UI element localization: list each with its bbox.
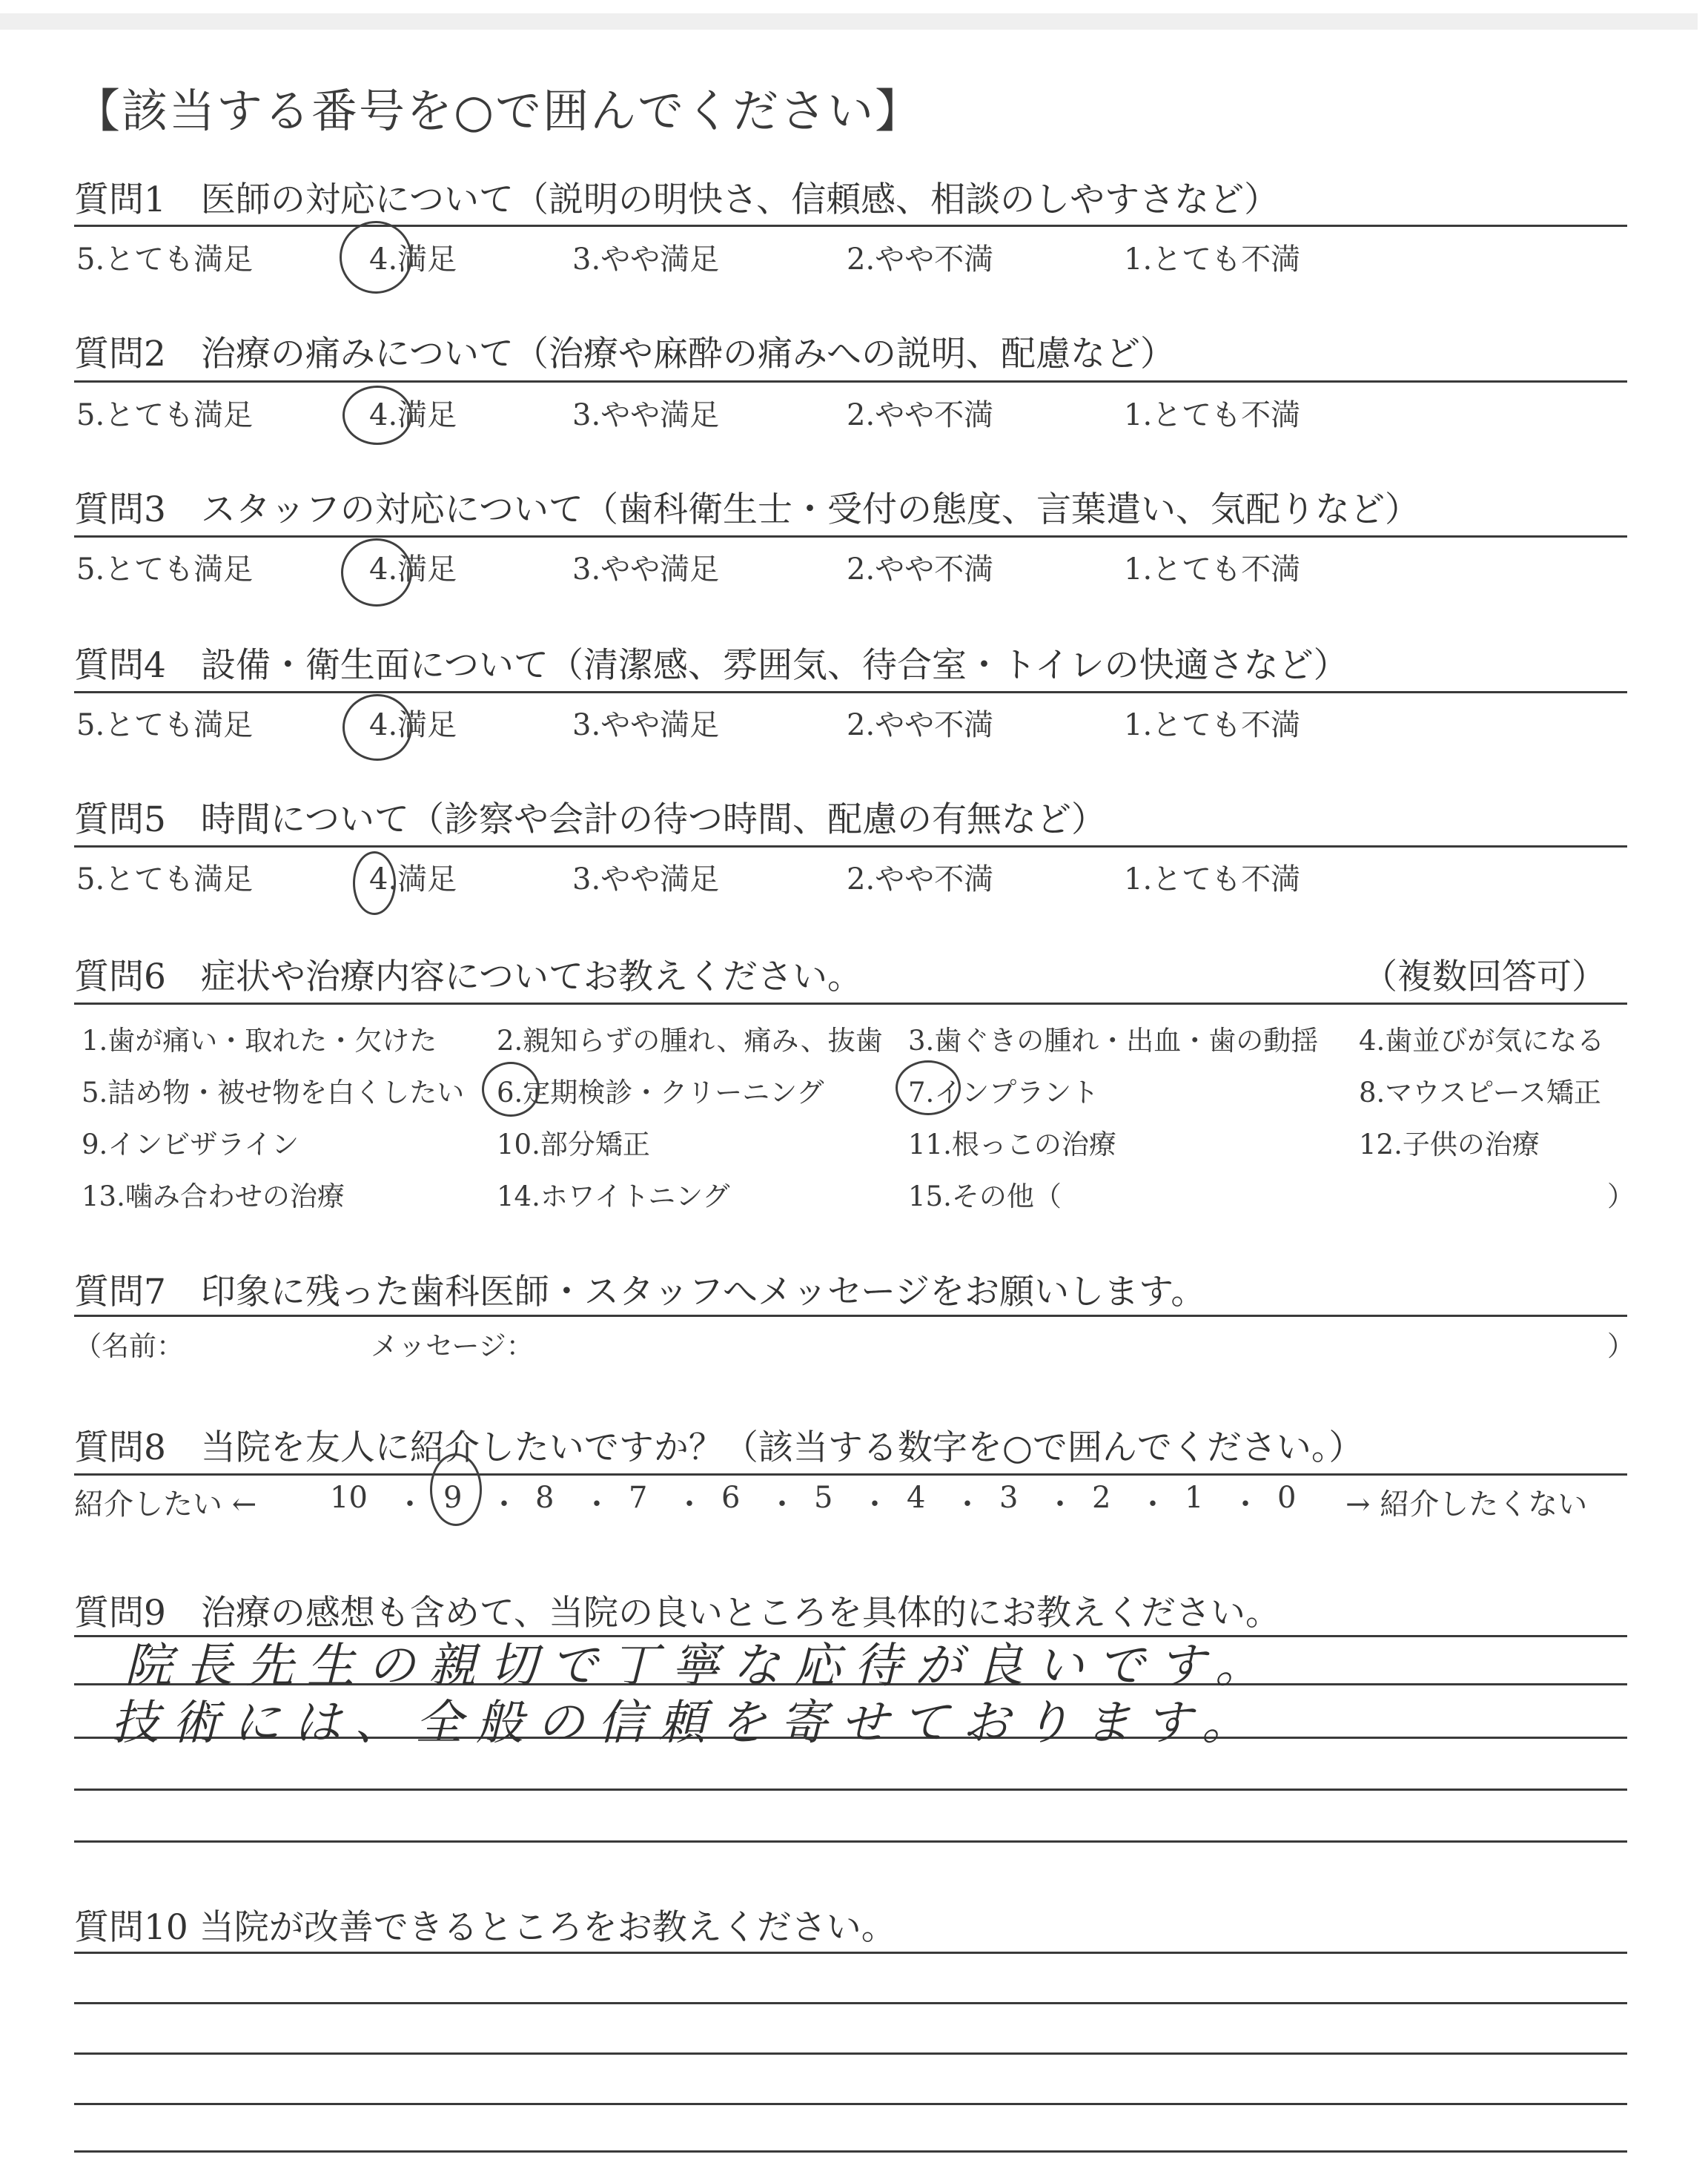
q8-dot: ・: [395, 1487, 425, 1522]
q6-item-7[interactable]: 7.インプラント: [908, 1077, 1099, 1109]
q9-handwritten-line-1: 院長先生の親切で丁寧な応待が良いです。: [125, 1639, 1276, 1694]
q7-message-label: メッセージ：: [371, 1330, 534, 1362]
q6-item-14[interactable]: 14.ホワイトニング: [497, 1180, 730, 1212]
q6-item-11[interactable]: 11.根っこの治療: [908, 1129, 1116, 1160]
question-9-title: 質問9 治療の感想も含めて、当院の良いところを具体的にお教えください。: [74, 1593, 1280, 1634]
question-10-title: 質問10 当院が改善できるところをお教えください。: [74, 1907, 896, 1948]
q10-line-2: [74, 2002, 1627, 2004]
question-2-rule: [74, 380, 1627, 383]
q8-dot: ・: [489, 1487, 519, 1522]
q8-selected-circle: [430, 1453, 482, 1526]
q8-dot: ・: [582, 1487, 612, 1522]
scan-edge: [0, 13, 1698, 30]
q4-option-2[interactable]: 2.やや不満: [847, 708, 994, 742]
q1-option-1[interactable]: 1.とても不満: [1124, 242, 1301, 277]
q1-selected-circle: [340, 221, 412, 294]
question-2-title: 質問2 治療の痛みについて（治療や麻酔の痛みへの説明、配慮など）: [74, 334, 1176, 374]
question-7-title: 質問7 印象に残った歯科医師・スタッフへメッセージをお願いします。: [74, 1272, 1206, 1312]
q10-line-4: [74, 2103, 1627, 2105]
q7-close: ）: [1607, 1330, 1635, 1362]
q6-item-15[interactable]: 15.その他（: [908, 1180, 1062, 1212]
q9-line-5: [74, 1840, 1627, 1843]
q6-item-7-circle: [896, 1060, 961, 1115]
q2-selected-circle: [342, 386, 412, 445]
q6-item-6[interactable]: 6.定期検診・クリーニング: [497, 1077, 824, 1109]
q8-dot: ・: [1231, 1487, 1260, 1522]
q1-option-4[interactable]: 4.満足: [369, 242, 457, 277]
q8-score-0[interactable]: 0: [1277, 1481, 1297, 1515]
q2-option-5[interactable]: 5.とても満足: [76, 398, 254, 432]
q3-option-2[interactable]: 2.やや不満: [847, 552, 994, 587]
question-4-title: 質問4 設備・衛生面について（清潔感、雰囲気、待合室・トイレの快適さなど）: [74, 645, 1348, 686]
question-4-rule: [74, 691, 1627, 693]
q9-line-4: [74, 1789, 1627, 1791]
q10-line-1: [74, 1952, 1627, 1954]
q8-dot: ・: [953, 1487, 982, 1522]
question-5-rule: [74, 845, 1627, 848]
q3-option-4[interactable]: 4.満足: [369, 552, 457, 587]
q8-dot: ・: [675, 1487, 704, 1522]
question-6-rule: [74, 1003, 1627, 1005]
q8-score-9[interactable]: 9: [443, 1481, 463, 1515]
q4-option-3[interactable]: 3.やや満足: [572, 708, 720, 742]
q6-item-13[interactable]: 13.噛み合わせの治療: [82, 1180, 345, 1212]
q8-score-7[interactable]: 7: [629, 1481, 648, 1515]
q8-dot: ・: [860, 1487, 890, 1522]
q2-option-4[interactable]: 4.満足: [369, 398, 457, 432]
q8-dot: ・: [1138, 1487, 1168, 1522]
q5-option-3[interactable]: 3.やや満足: [572, 862, 720, 896]
q6-item-9[interactable]: 9.インビザライン: [82, 1129, 299, 1160]
question-1-rule: [74, 225, 1627, 227]
question-1-title: 質問1 医師の対応について（説明の明快さ、信頼感、相談のしやすさなど）: [74, 179, 1280, 220]
q8-score-5[interactable]: 5: [814, 1481, 833, 1515]
q8-left-label: 紹介したい ←: [74, 1487, 257, 1522]
q5-option-2[interactable]: 2.やや不満: [847, 862, 994, 896]
page-title: 【該当する番号を○で囲んでください】: [74, 84, 923, 138]
q6-item-12[interactable]: 12.子供の治療: [1359, 1129, 1540, 1160]
q8-dot: ・: [767, 1487, 797, 1522]
q8-right-label: → 紹介したくない: [1345, 1487, 1588, 1522]
q8-score-4[interactable]: 4: [907, 1481, 926, 1515]
q4-selected-circle: [342, 694, 412, 761]
q6-item-1[interactable]: 1.歯が痛い・取れた・欠けた: [82, 1025, 437, 1057]
q1-option-3[interactable]: 3.やや満足: [572, 242, 720, 277]
q6-item-10[interactable]: 10.部分矯正: [497, 1129, 650, 1160]
q7-name-label: （名前：: [74, 1330, 184, 1362]
q5-selected-circle: [353, 851, 396, 915]
q3-selected-circle: [341, 538, 412, 607]
q10-line-3: [74, 2052, 1627, 2055]
q6-item-5[interactable]: 5.詰め物・被せ物を白くしたい: [82, 1077, 465, 1109]
q10-line-5: [74, 2150, 1627, 2153]
question-8-title: 質問8 当院を友人に紹介したいですか？（該当する数字を○で囲んでください。）: [74, 1427, 1364, 1468]
q2-option-1[interactable]: 1.とても不満: [1124, 398, 1301, 432]
q9-handwritten-line-2: 技術には、全般の信頼を寄せております。: [111, 1696, 1262, 1751]
q2-option-2[interactable]: 2.やや不満: [847, 398, 994, 432]
q2-option-3[interactable]: 3.やや満足: [572, 398, 720, 432]
q3-option-3[interactable]: 3.やや満足: [572, 552, 720, 587]
q6-item-6-circle: [482, 1062, 540, 1117]
q6-item-2[interactable]: 2.親知らずの腫れ、痛み、抜歯: [497, 1025, 883, 1057]
q6-item-4[interactable]: 4.歯並びが気になる: [1359, 1025, 1605, 1057]
q5-option-5[interactable]: 5.とても満足: [76, 862, 254, 896]
q8-score-6[interactable]: 6: [721, 1481, 741, 1515]
q6-item-3[interactable]: 3.歯ぐきの腫れ・出血・歯の動揺: [908, 1025, 1319, 1057]
question-3-rule: [74, 535, 1627, 538]
question-8-rule: [74, 1473, 1627, 1476]
q3-option-5[interactable]: 5.とても満足: [76, 552, 254, 587]
q1-option-2[interactable]: 2.やや不満: [847, 242, 994, 277]
q8-score-8[interactable]: 8: [535, 1481, 555, 1515]
q4-option-1[interactable]: 1.とても不満: [1124, 708, 1301, 742]
q6-other-close: ）: [1607, 1180, 1635, 1212]
question-3-title: 質問3 スタッフの対応について（歯科衛生士・受付の態度、言葉遣い、気配りなど）: [74, 489, 1420, 530]
q6-item-8[interactable]: 8.マウスピース矯正: [1359, 1077, 1601, 1109]
question-7-rule: [74, 1315, 1627, 1317]
q8-score-10[interactable]: 10: [330, 1481, 368, 1515]
question-6-title: 質問6 症状や治療内容についてお教えください。: [74, 957, 862, 997]
q1-option-5[interactable]: 5.とても満足: [76, 242, 254, 277]
q3-option-1[interactable]: 1.とても不満: [1124, 552, 1301, 587]
q8-score-3[interactable]: 3: [999, 1481, 1019, 1515]
question-6-note: （複数回答可）: [1363, 957, 1606, 997]
q8-score-2[interactable]: 2: [1092, 1481, 1111, 1515]
q5-option-1[interactable]: 1.とても不満: [1124, 862, 1301, 896]
q8-score-1[interactable]: 1: [1185, 1481, 1204, 1515]
question-5-title: 質問5 時間について（診察や会計の待つ時間、配慮の有無など）: [74, 799, 1106, 840]
q4-option-4[interactable]: 4.満足: [369, 708, 457, 742]
q4-option-5[interactable]: 5.とても満足: [76, 708, 254, 742]
q5-option-4[interactable]: 4.満足: [369, 862, 457, 896]
q8-dot: ・: [1045, 1487, 1075, 1522]
